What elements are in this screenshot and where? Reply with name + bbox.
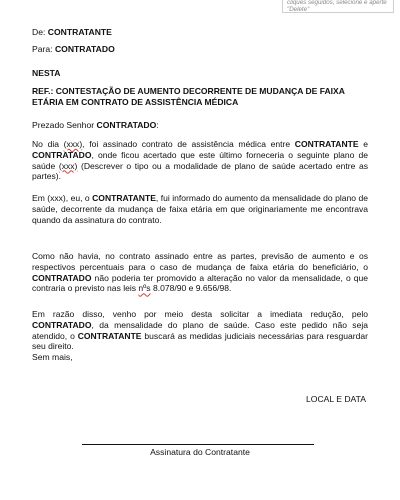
p3-text-e: 8.078/90 e 9.656/98. [150, 283, 232, 294]
p1-text-g: , onde ficou acertado que este último forneceria o seguinte plano de saúde [32, 149, 368, 171]
signature-line [82, 444, 314, 445]
greeting-prefix: Prezado Senhor [32, 120, 95, 130]
paragraph-1 [32, 139, 368, 182]
p1-contratante: CONTRATANTE [294, 139, 359, 149]
instruction-note [282, 0, 394, 13]
p3-law-abbrev: nºs [138, 283, 151, 294]
greeting-line [32, 119, 159, 131]
p1-date-placeholder: (xxx) [63, 139, 83, 149]
p2-text-a: Em (xxx), eu, o [32, 193, 93, 203]
p2-contratante: CONTRATANTE [92, 193, 156, 203]
p3-text-c: não poderia ter promovido a alteração no valor da mensalidade, o que contraria o previsto nas leis [32, 272, 368, 294]
p4-contratado: CONTRATADO [32, 319, 92, 330]
p1-text-e: e [358, 139, 368, 149]
reference-title [32, 86, 368, 108]
p2-text-c: , fui informado do aumento da mensalidade do plano de saúde, decorrente da mudança de faixa etária em que originariamente me encontrava quando da assinatura do contrato. [32, 193, 368, 225]
sign-off-text: Sem mais, [32, 352, 73, 362]
place-date-line [306, 393, 366, 405]
city-line [32, 67, 61, 79]
p1-plan-placeholder: (xxx) [58, 160, 78, 171]
p1-text-a: No dia [32, 139, 64, 149]
p4-text-e: buscará as medidas judiciais necessárias para resguardar seu direito. [32, 330, 369, 352]
paragraph-3 [32, 251, 368, 294]
paragraph-4 [32, 309, 368, 352]
from-label: De: [32, 27, 46, 37]
p1-contratado: CONTRATADO [32, 149, 92, 160]
from-value: CONTRATANTE [47, 27, 112, 37]
reference-text: REF.: CONTESTAÇÃO DE AUMENTO DECORRENTE DE MUDANÇA DE FAIXA ETÁRIA EM CONTRATO DE ASSISTÊNCIA MÉDICA [32, 86, 345, 107]
instruction-note-text: cliques seguidos, selecione e aperte "Delete" [287, 0, 387, 13]
sign-off-line [32, 351, 73, 363]
signature-label [32, 446, 368, 458]
greeting-suffix: : [156, 120, 159, 130]
p3-contratado: CONTRATADO [32, 272, 92, 283]
from-line [32, 26, 112, 38]
p1-text-c: , foi assinado contrato de assistência médica entre [82, 139, 295, 149]
signature-label-text: Assinatura do Contratante [150, 447, 250, 457]
paragraph-2 [32, 193, 368, 225]
p4-text-c: , da mensalidade do plano de saúde. Caso este pedido não seja atendido, o [32, 319, 368, 341]
place-date-text: LOCAL E DATA [305, 394, 366, 404]
city-value: NESTA [32, 68, 61, 78]
greeting-party: CONTRATADO [96, 120, 157, 130]
p3-text-a: Como não havia, no contrato assinado entre as partes, previsão de aumento e os respectivos percentuais para o caso de mudança de faixa etária do beneficiário, o [32, 251, 368, 272]
to-value: CONTRATADO [54, 44, 115, 54]
p4-text-a: Em razão disso, venho por meio desta solicitar a imediata redução, pelo [32, 309, 368, 319]
to-line [32, 43, 115, 55]
p4-contratante: CONTRATANTE [77, 330, 142, 341]
to-label: Para: [32, 44, 53, 54]
p1-text-i: (Descrever o tipo ou a modalidade de plano de saúde acertado entre as partes). [32, 160, 368, 182]
